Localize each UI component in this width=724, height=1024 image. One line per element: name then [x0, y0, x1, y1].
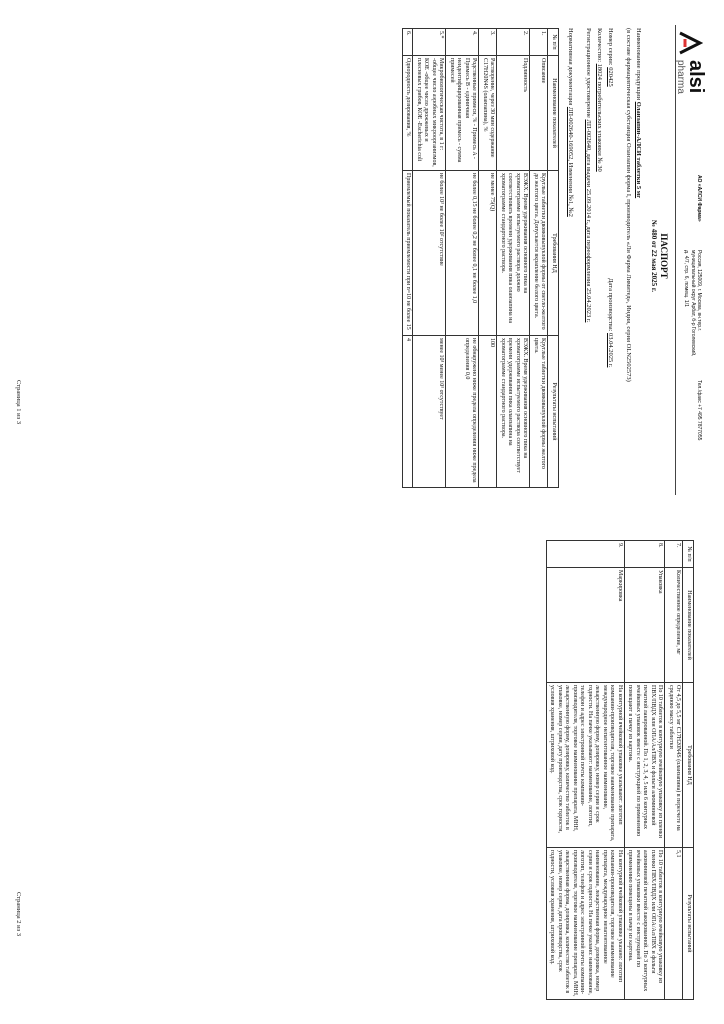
row-result: 5,1: [665, 848, 683, 1000]
row-parameter: Однородность дозирования, %: [403, 56, 414, 171]
header-requirements: Требования НД: [548, 171, 559, 336]
product-name: Оланзапин-АЛСИ таблетки 5 мг: [635, 101, 642, 199]
row-requirement: По 10 таблеток в контурную ячейковую упаковку из пленки ПВХ/ПВДХ или ОПА/Ал/ПВХ и фольги алюминиевой печатной лакированной. По 1, 2, 3, 4, 5 или 6 контурных ячейковых упаковок вместе с инструкцией по применению помещают в пачку из картона.: [625, 683, 666, 848]
series-line: [606, 28, 614, 488]
row-parameter: Маркировка: [547, 568, 625, 683]
table-row: [530, 29, 548, 488]
row-requirement: От 4,5 до 5,5 мг C17H20N4S (оланзапина) в пересчете на среднюю массу таблетки: [665, 683, 683, 848]
logo-sub: pharma: [675, 60, 686, 94]
header-requirements: Требования НД: [683, 683, 694, 848]
product-line: [634, 28, 642, 488]
header-results: Результаты испытаний: [683, 848, 694, 1000]
company-phone: Тел./факс +7 495 7877055: [696, 380, 702, 441]
table-row: [446, 29, 479, 488]
table-row: [403, 29, 414, 488]
page-footer: Страница 2 из 3: [15, 892, 22, 937]
reg-value: ЛП-002640, дата выдачи 25.09.2014 г., дата переоформления 25.04.2023 г.: [585, 119, 592, 323]
table-header: [683, 541, 694, 1000]
row-result: Круглые таблетки двояковыпуклой формы желтого цвета.: [530, 336, 548, 488]
quantity-line: [595, 28, 603, 488]
series-value: 020425: [607, 67, 614, 87]
header-parameter: Наименование показателей: [683, 568, 694, 683]
row-result: По 10 таблеток в контурную ячейковую упаковку из пленки ПВХ/ПВДХ или ОПА/Ал/ПВХ и фольги алюминиевой печатной лакированной. По 3 контурных ячейковых упаковки вместе с инструкцией по применению помещены в пачку из картона.: [625, 848, 666, 1000]
row-result: не обнаружено ниже предела определения ниже предела определения 0,0: [446, 336, 479, 488]
row-parameter: Описание: [530, 56, 548, 171]
test-results-table-continued: [546, 540, 694, 1000]
reg-label: Регистрационное удостоверение: [585, 28, 592, 118]
series-label: Номер серии:: [607, 28, 614, 66]
row-number: 4.: [446, 29, 479, 56]
row-parameter: Растворение, через 30 мин содержание C17H20N4S (оланзапина), %: [479, 56, 497, 171]
table-row: [625, 541, 666, 1000]
header-number: № п/п: [683, 541, 694, 568]
header-results: Результаты испытаний: [548, 336, 559, 488]
row-number: 2.: [497, 29, 530, 56]
header-divider: [675, 25, 676, 495]
row-number: 3.: [479, 29, 497, 56]
table-row: [665, 541, 683, 1000]
company-address: Россия, 125009, г. Москва, вн.тер.г. муниципальный округ Арбат, б-р Гоголевский, д. 4/7, стр. 6, помещ. 1/1: [683, 250, 702, 357]
row-requirement: ВЭЖХ. Время удерживания основного пика на хроматограмме испытуемого раствора должно соответствовать времени удерживания пика оланзапина на хроматограмме стандартного раствора.: [497, 171, 530, 336]
row-result: 100: [479, 336, 497, 488]
row-result: менее 10¹ менее 10¹ отсутствует: [413, 336, 446, 488]
table-header: [548, 29, 559, 488]
header-number: № п/п: [548, 29, 559, 56]
row-number: 7.: [665, 541, 683, 568]
row-requirement: Приемлемый показатель приемлемости при n=10 не более 15: [403, 171, 414, 336]
row-result: 4: [403, 336, 414, 488]
logo-name: alsi: [685, 60, 707, 94]
row-number: 6.: [403, 29, 414, 56]
company-logo: [674, 30, 707, 94]
nd-line: [566, 28, 574, 488]
nd-label: Нормативная документация: [567, 28, 574, 106]
row-number: 8.: [625, 541, 666, 568]
quantity-label: Количество:: [596, 28, 603, 63]
prod-date-value: 03.04.2025 г.: [607, 333, 614, 368]
table-row: [497, 29, 530, 488]
row-requirement: Круглые таблетки двояковыпуклой формы от светло-желтого до желтого цвета. Допускается вкрапление белого цвета.: [530, 171, 548, 336]
product-label: Наименование продукции: [635, 28, 642, 101]
nd-value: ЛП-002640-169052, Изменения №1, №2: [567, 106, 574, 217]
quantity-value: 18024 потребительских упаковки № 30: [596, 63, 603, 172]
reg-line: [584, 28, 592, 488]
test-results-table: [402, 28, 559, 488]
row-parameter: Количественное определение, мг: [665, 568, 683, 683]
table-row: [413, 29, 446, 488]
logo-mark-icon: [677, 30, 703, 56]
row-parameter: Упаковка: [625, 568, 666, 683]
document-subtitle: № 480 от 22 мая 2025 г.: [650, 219, 658, 293]
row-requirement: не менее 75(Q): [479, 171, 497, 336]
page-footer: Страница 1 из 3: [15, 380, 22, 425]
document-title: ПАСПОРТ: [659, 233, 669, 279]
row-requirement: не более 0,15 не более 0,2 не более 0,1 не более 1,0: [446, 171, 479, 336]
prod-date-label: Дата производства:: [607, 278, 614, 332]
table-row: [547, 541, 625, 1000]
page-2: [0, 512, 724, 1024]
row-parameter: Подлинность: [497, 56, 530, 171]
row-parameter: Микробиологическая чистота, в 1 г: -общее число аэробных микроорганизмов, КОЕ -общее число дрожжевых и плесневых грибов, КОЕ -Escherichia coli: [413, 56, 446, 171]
row-requirement: не более 10³ не более 10² отсутствие: [413, 171, 446, 336]
row-number: 1.: [530, 29, 548, 56]
table-row: [479, 29, 497, 488]
row-number: 9.: [547, 541, 625, 568]
company-name: АО «АЛСИ Фарма»: [696, 175, 702, 222]
row-parameter: Родственные примеси, % - Примесь A - Примесь B - единичная неидентифицированная примесь - сумма примесей: [446, 56, 479, 171]
row-result: ВЭЖХ. Время удерживания основного пика на хроматограмме испытуемого раствора соответствует времени удерживания пика оланзапина на хроматограмме стандартного раствора.: [497, 336, 530, 488]
header-parameter: Наименование показателей: [548, 56, 559, 171]
row-number: 5.*: [413, 29, 446, 56]
row-requirement: На контурной ячейковой упаковке указывают: логотип компании-производителя, торговое наименование препарата, международное непатентованное наименование, лекарственную форму, дозировку, номер серии и срок годности. На пачке указывают: наименование, логотип, телефон и адрес электронной почты компании-производителя, торговое наименование препарата, МНН, лекарственную форму, дозировку, количество таблеток в упаковке, номер серии, дату производства, срок годности, условия хранения, штриховой код.: [547, 683, 625, 848]
composition: (в составе фармацевтическая субстанция Оланзапин форма I, производитель «Ли Фарма Лимитед», Индия, серия OLN2502573): [625, 28, 632, 382]
row-result: На контурной ячейковой упаковке указано: логотип компании-производителя, торговое наименование препарата, международное непатентованное наименование, лекарственная форма, дозировка, номер серии и срок годности. На пачке указано: наименование, логотип, телефон и адрес электронной почты компании-производителя, торговое наименование препарата, МНН, лекарственная форма, дозировка, количество таблеток в упаковке, номер серии, дата производства, срок годности, условия хранения, штриховой код.: [547, 848, 625, 1000]
